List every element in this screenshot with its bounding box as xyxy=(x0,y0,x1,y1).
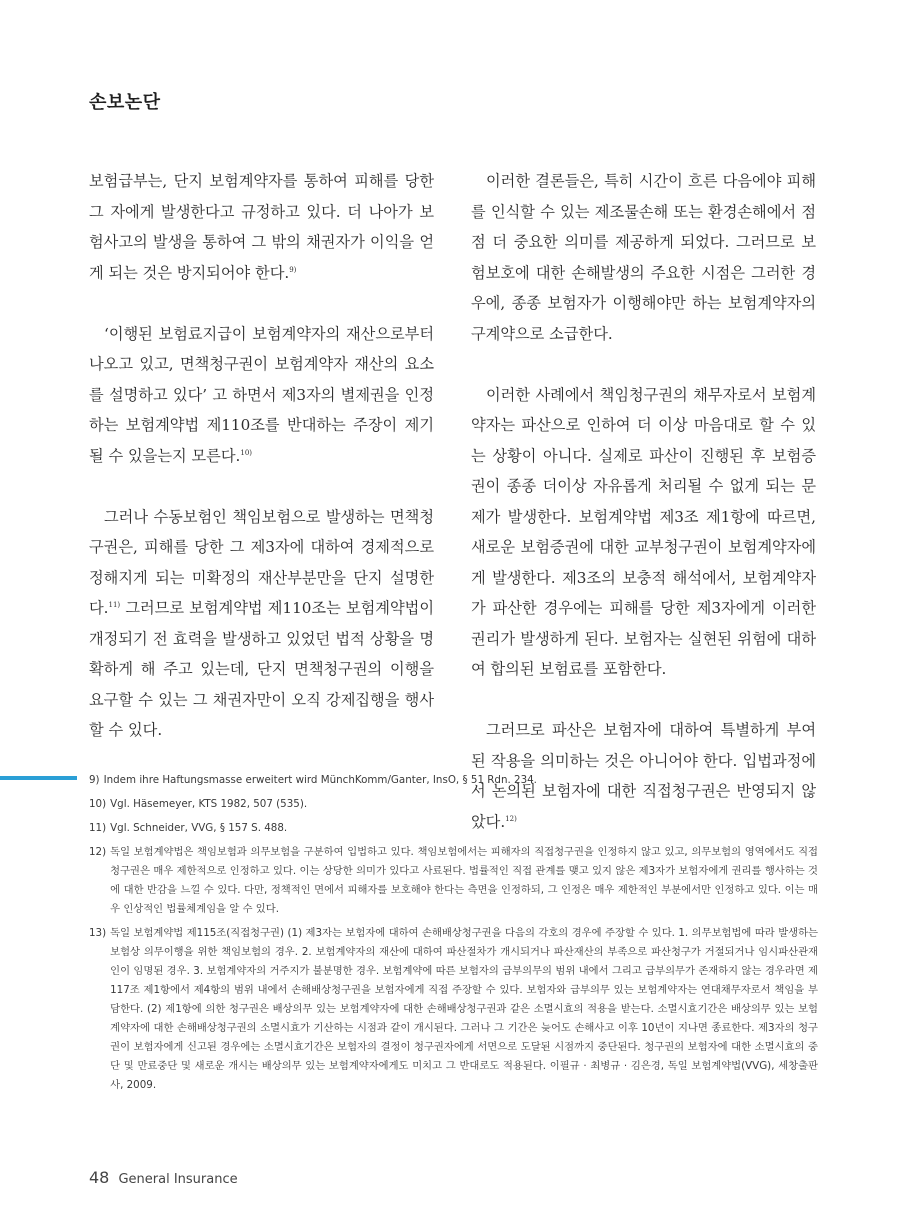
paragraph: ‘이행된 보험료지급이 보험계약자의 재산으로부터 나오고 있고, 면책청구권이 보험계약자 재산의 요소를 설명하고 있다’ 고 하면서 제3자의 별제권을 인정하는 보험계약법 제110조를 반대하는 주장이 제기될 수 있을는지 모른다.$^{10)}$ xyxy=(89,324,434,465)
footnote-text: Vgl. Schneider, VVG, § 157 S. 488. xyxy=(110,822,288,834)
footnote xyxy=(89,843,818,919)
footnote-text: 독일 보험계약법은 책임보험과 의무보험을 구분하여 입법하고 있다. 책임보험에서는 피해자의 직접청구권을 인정하지 않고 있고, 의무보험의 영역에서도 직접청구권은 매우 제한적으로 인정하고 있다. 이는 상당한 의미가 있다고 사료된다. 법률적인 직접 관계를 맺고 있지 않은 제3자가 보험자에게 권리를 행사하는 것에 대한 반감을 느낄 수 있다. 다만, 정책적인 면에서 피해자를 보호해야 한다는 측면을 인정하되, 그 인정은 매우 제한적인 부분에서만 인정하고 있다. 이는 매우 인상적인 법률체계임을 알 수 있다. xyxy=(110,846,819,915)
footnote xyxy=(89,819,818,838)
footnote-number: 11) xyxy=(89,822,107,834)
left-column xyxy=(89,166,434,746)
footnote-number: 13) xyxy=(89,927,107,939)
footnote-number: 12) xyxy=(89,846,107,858)
footnote xyxy=(89,795,818,814)
footnote xyxy=(89,924,818,1095)
paragraph: 그러므로 파산은 보험자에 대하여 특별하게 부여된 작용을 의미하는 것은 아니어야 한다. 입법과정에서 논의된 보험자에 대한 직접청구권은 반영되지 않았다.$^{12)}$ xyxy=(471,721,816,831)
footnote-ref[interactable]: 11) xyxy=(108,601,121,609)
footnote-number: 10) xyxy=(89,798,107,810)
footnote-number: 9) xyxy=(89,774,100,786)
section-title: 손보논단 xyxy=(89,92,161,113)
footnote-ref[interactable]: 10) xyxy=(240,448,252,457)
footnotes xyxy=(89,771,818,1100)
right-column xyxy=(471,166,816,837)
footnote-text: 독일 보험계약법 제115조(직접청구권) (1) 제3자는 보험자에 대하여 손해배상청구권을 다음의 각호의 경우에 주장할 수 있다. 1. 의무보험법에 따라 발생하는 보험상 의무이행을 위한 책임보험의 경우. 2. 보험계약자의 재산에 대하여 파산절차가 개시되거나 파산재산의 부족으로 파산청구가 거절되거나 임시파산관재인이 임명된 경우. 3. 보험계약자의 거주지가 불분명한 경우. 보험계약에 따른 보험자의 급부의무의 범위 내에서 그리고 급부의무가 존재하지 않는 경우라면 제 117조 제1항에서 제4항의 범위 내에서 손해배상청구권을 보험자에게 직접 주장할 수 있다. 보험자와 급부의무 있는 보험계약자는 연대채무자로서 책임을 부담한다. (2) 제1항에 의한 청구권은 배상의무 있는 보험계약자에 대한 손해배상청구권과 같은 소멸시효의 적용을 받는다. 소멸시효기간은 배상의무 있는 보험계약자에 대한 손해배상청구권의 소멸시효가 기산하는 시점과 같이 개시된다. 그러나 그 기간은 늦어도 손해사고 이후 10년이 지나면 종료한다. 제3자의 청구권이 보험자에게 신고된 경우에는 소멸시효기간은 보험자의 결정이 청구권자에게 서면으로 도달된 시점까지 중단된다. 청구권의 보험자에 대한 소멸시효의 중단 및 만료중단 및 새로운 개시는 배상의무 있는 보험계약자에게도 미치고 그 반대로도 적용된다. 이필규 · 최병규 · 김은경, 독일 보험계약법(VVG), 세창출판사, 2009. xyxy=(110,927,818,1091)
footnote xyxy=(89,771,818,790)
paragraph: 이러한 사례에서 책임청구권의 채무자로서 보험계약자는 파산으로 인하여 더 이상 마음대로 할 수 있는 상황이 아니다. 실제로 파산이 진행된 후 보험증권이 종종 더이상 자유롭게 처리될 수 없게 되는 문제가 발생한다. 보험계약법 제3조 제1항에 따르면, 새로운 보험증권에 대한 교부청구권이 보험계약자에게 발생한다. 제3조의 보충적 해석에서, 보험계약자가 파산한 경우에는 피해를 당한 제3자에게 이러한 권리가 발생하게 된다. 보험자는 실현된 위험에 대하여 합의된 보험료를 포함한다. xyxy=(471,385,816,678)
paragraph: 보험급부는, 단지 보험계약자를 통하여 피해를 당한 그 자에게 발생한다고 규정하고 있다. 더 나아가 보험사고의 발생을 통하여 그 밖의 채권자가 이익을 얻게 되는 것은 방지되어야 한다.$^{9)}$ xyxy=(89,172,434,282)
publication-title: General Insurance xyxy=(118,1172,238,1187)
paragraph: 그러나 수동보험인 책임보험으로 발생하는 면책청구권은, 피해를 당한 그 제3자에 대하여 경제적으로 정해지게 되는 미확정의 재산부분만을 단지 설명한다.$^{11)}$ 그러므로 보험계약법 제110조는 보험계약법이 개정되기 전 효력을 발생하고 있었던 법적 상황을 명확하게 해 주고 있는데, 단지 면책청구권의 이행을 요구할 수 있는 그 채권자만이 오직 강제집행을 행사할 수 있다. xyxy=(89,507,434,739)
page-number: 48 xyxy=(89,1168,110,1187)
footnote-text: Vgl. Häsemeyer, KTS 1982, 507 (535). xyxy=(110,798,308,810)
footnote-ref[interactable]: 9) xyxy=(289,265,297,274)
footnote-text: Indem ihre Haftungsmasse erweitert wird MünchKomm/Ganter, InsO, § 51 Rdn. 234. xyxy=(103,774,537,786)
paragraph: 이러한 결론들은, 특히 시간이 흐른 다음에야 피해를 인식할 수 있는 제조물손해 또는 환경손해에서 점점 더 중요한 의미를 제공하게 되었다. 그러므로 보험보호에 대한 손해발생의 주요한 시점은 그러한 경우에, 종종 보험자가 이행해야만 하는 보험계약자의 구계약으로 소급한다. xyxy=(471,172,816,343)
accent-bar xyxy=(0,776,77,780)
footnote-ref[interactable]: 12) xyxy=(505,814,517,823)
page-footer xyxy=(89,1168,238,1187)
